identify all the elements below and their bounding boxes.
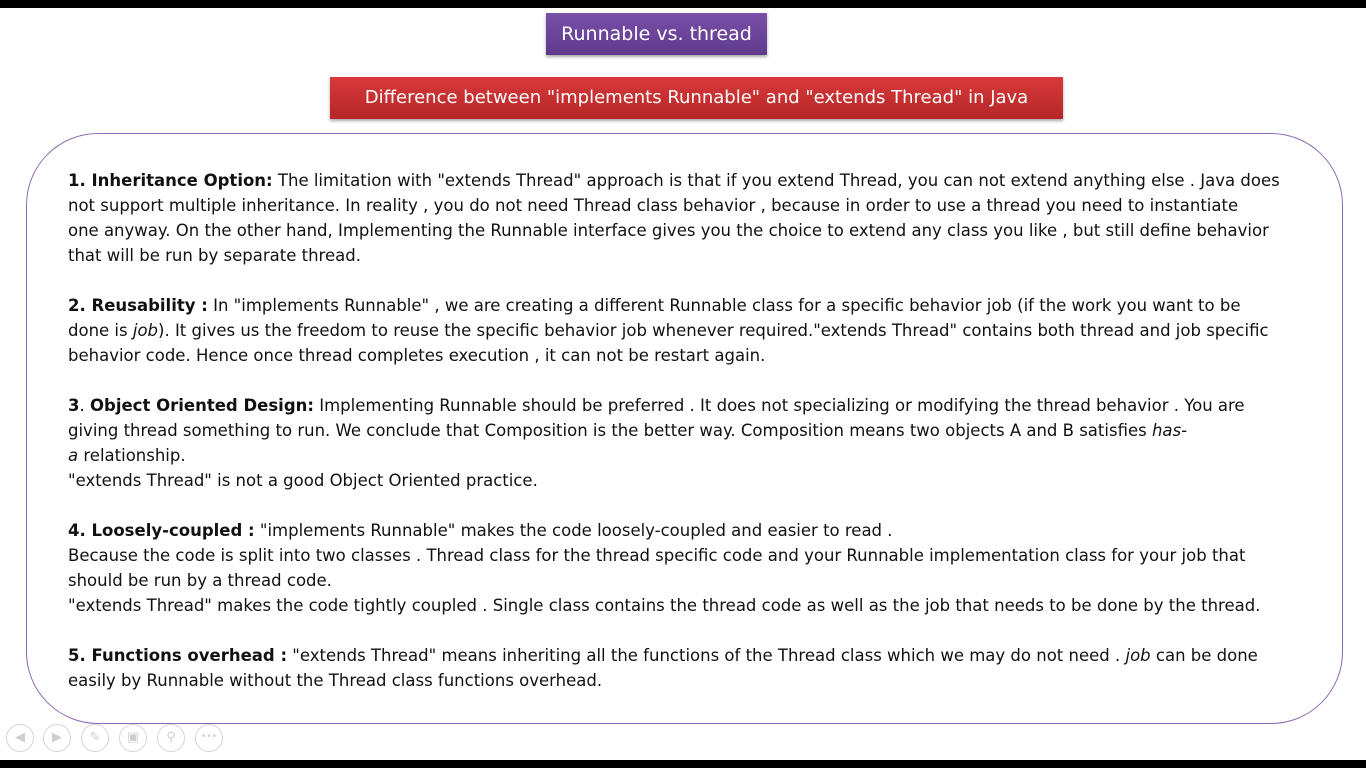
pen-icon: ✎ bbox=[89, 730, 101, 745]
next-slide-button[interactable] bbox=[43, 724, 71, 752]
bottom-letterbox bbox=[0, 760, 1366, 768]
point-inheritance: 1. Inheritance Option: The limitation with "extends Thread" approach is that if you extend Thread, you can not extend anything else . Java does not support multiple inheritance. In reality , you do not need Thread class behavior , because in order to use a thread you need to instantiate one anyway. On the other hand, Implementing the Runnable interface gives you the choice to extend any class you like , but still define behavior that will be run by separate thread. bbox=[68, 171, 1280, 265]
point-heading-num: 3 bbox=[68, 396, 80, 415]
point-oo-design: 3. Object Oriented Design: Implementing Runnable should be preferred . It does not specializing or modifying the thread behavior . You are giving thread something to run. We conclude that Composition is the better way. Composition means two objects A and B satisfies has- a relationship. "extends Thread" is not a good Object Oriented practice. bbox=[68, 396, 1245, 490]
content-text bbox=[68, 168, 1308, 718]
more-icon: ••• bbox=[201, 732, 217, 742]
point-heading: 5. Functions overhead : bbox=[68, 646, 288, 665]
slides-icon: ▣ bbox=[126, 730, 140, 745]
chevron-right-icon: ▶ bbox=[52, 730, 62, 745]
chevron-left-icon: ◀ bbox=[15, 730, 25, 745]
top-letterbox bbox=[0, 0, 1366, 8]
point-heading: Object Oriented Design: bbox=[89, 396, 314, 415]
zoom-icon: ⚲ bbox=[166, 730, 176, 745]
point-heading: 2. Reusability : bbox=[68, 296, 208, 315]
see-all-slides-button[interactable] bbox=[119, 724, 147, 752]
point-reusability: 2. Reusability : In "implements Runnable" , we are creating a different Runnable class for a specific behavior job (if the work you want to be done is job). It gives us the freedom to reuse the specific behavior job whenever required."extends Thread" contains both thread and job specific behavior code. Hence once thread completes execution , it can not be restart again. bbox=[68, 296, 1269, 365]
pen-tool-button[interactable] bbox=[81, 724, 109, 752]
point-heading: 4. Loosely-coupled : bbox=[68, 521, 255, 540]
point-functions-overhead: 5. Functions overhead : "extends Thread" means inheriting all the functions of the Thread class which we may do not need . job can be done easily by Runnable without the Thread class functions overhead. bbox=[68, 646, 1258, 690]
previous-slide-button[interactable] bbox=[6, 724, 34, 752]
slide-subtitle: Difference between "implements Runnable" and "extends Thread" in Java bbox=[330, 77, 1063, 119]
more-options-button[interactable] bbox=[195, 724, 223, 752]
point-loosely-coupled: 4. Loosely-coupled : "implements Runnable" makes the code loosely-coupled and easier to read . Because the code is split into two classes . Thread class for the thread specific code and your Runnable implementation class for your job that should be run by a thread code. "extends Thread" makes the code tightly coupled . Single class contains the thread code as well as the job that needs to be done by the thread. bbox=[68, 521, 1261, 615]
zoom-button[interactable] bbox=[157, 724, 185, 752]
slide-title: Runnable vs. thread bbox=[546, 13, 767, 55]
point-heading: 1. Inheritance Option: bbox=[68, 171, 273, 190]
